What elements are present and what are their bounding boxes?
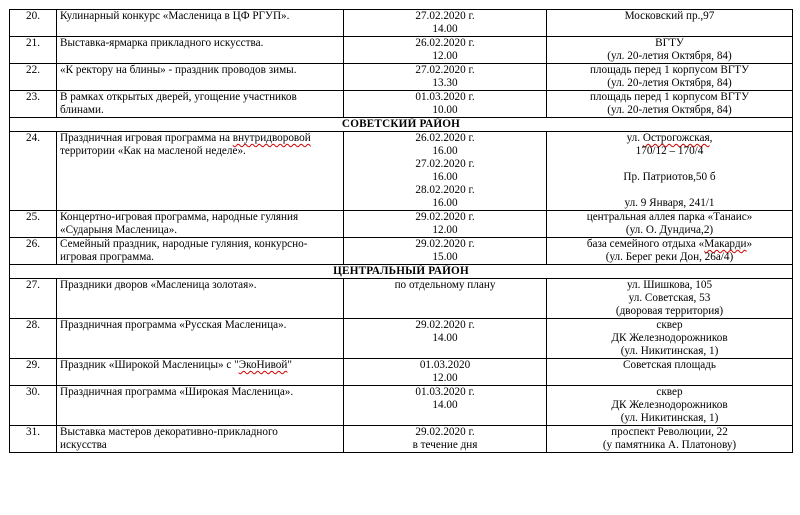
date-cell: [344, 132, 547, 211]
place-cell: [547, 37, 793, 64]
date-cell: [344, 238, 547, 265]
place-cell-line: сквер: [656, 319, 683, 331]
table-row: [10, 64, 793, 91]
place-cell: [547, 64, 793, 91]
event-cell-line: территории «Как на масленой неделе».: [60, 145, 246, 157]
place-cell: [547, 238, 793, 265]
table-row: [10, 319, 793, 359]
section-header-row: [10, 118, 793, 132]
place-cell: [547, 279, 793, 319]
place-cell-line: (у памятника А. Платонову): [602, 439, 737, 451]
date-cell-line: 14.00: [432, 332, 458, 344]
section-title: ЦЕНТРАЛЬНЫЙ РАЙОН: [10, 265, 793, 279]
place-cell-line: ул. 9 Января, 241/1: [624, 197, 715, 209]
date-cell-line: по отдельному плану: [394, 279, 496, 291]
row-number: 29.: [10, 359, 57, 386]
date-cell-line: 29.02.2020 г.: [415, 319, 475, 331]
place-cell-line: [550, 158, 789, 171]
table-row: [10, 279, 793, 319]
event-cell-line: Праздничная программа «Русская Масленица».: [60, 319, 287, 331]
table-row: [10, 238, 793, 265]
event-cell: [57, 426, 344, 453]
place-cell: [547, 211, 793, 238]
date-cell-line: 27.02.2020 г.: [415, 10, 475, 22]
place-cell: [547, 132, 793, 211]
date-cell-line: 14.00: [432, 399, 458, 411]
place-cell-line: (ул. Никитинская, 1): [620, 412, 719, 424]
event-cell: [57, 64, 344, 91]
event-cell: [57, 91, 344, 118]
place-cell-line: сквер: [656, 386, 683, 398]
date-cell-line: 01.03.2020: [419, 359, 471, 371]
event-cell: [57, 319, 344, 359]
date-cell-line: 10.00: [432, 104, 458, 116]
event-cell-line: «К ректору на блины» - праздник проводов зимы.: [60, 64, 297, 76]
event-cell-line: Кулинарный конкурс «Масленица в ЦФ РГУП».: [60, 10, 290, 22]
event-cell-line: Праздники дворов «Масленица золотая».: [60, 279, 257, 291]
date-cell-line: 29.02.2020 г.: [415, 211, 475, 223]
row-number: 24.: [10, 132, 57, 211]
event-cell: [57, 386, 344, 426]
place-cell-line: ул. Шишкова, 105: [626, 279, 713, 291]
date-cell-line: 27.02.2020 г.: [415, 158, 475, 170]
place-cell-line: ДК Железнодорожников: [611, 399, 728, 411]
date-cell-line: 16.00: [432, 197, 458, 209]
row-number: 27.: [10, 279, 57, 319]
row-number: 31.: [10, 426, 57, 453]
event-cell-line: Семейный праздник, народные гуляния, конкурсно-: [60, 238, 308, 250]
place-cell-line: (ул. Берег реки Дон, 26а/4): [605, 251, 734, 263]
place-cell-line: (дворовая территория): [615, 305, 724, 317]
event-cell-line: блинами.: [60, 104, 104, 116]
event-cell-line: Выставка-ярмарка прикладного искусства.: [60, 37, 264, 49]
spellcheck-underline: Острогожская: [642, 132, 710, 144]
place-cell-line: ВГТУ: [655, 37, 684, 49]
row-number: 22.: [10, 64, 57, 91]
date-cell-line: 29.02.2020 г.: [415, 426, 475, 438]
table-row: [10, 426, 793, 453]
place-cell-line: центральная аллея парка «Танаис»: [586, 211, 753, 223]
date-cell: [344, 64, 547, 91]
place-cell-line: (ул. Никитинская, 1): [620, 345, 719, 357]
place-cell-line: площадь перед 1 корпусом ВГТУ: [589, 64, 750, 76]
date-cell-line: 12.00: [432, 372, 458, 384]
table-row: [10, 37, 793, 64]
date-cell-line: 13.30: [432, 77, 458, 89]
spellcheck-underline: ЭкоНивой: [238, 359, 288, 371]
date-cell-line: 01.03.2020 г.: [415, 91, 475, 103]
date-cell-line: 27.02.2020 г.: [415, 64, 475, 76]
date-cell-line: 29.02.2020 г.: [415, 238, 475, 250]
event-cell-line: Праздничная программа «Широкая Масленица».: [60, 386, 294, 398]
date-cell: [344, 91, 547, 118]
date-cell: [344, 426, 547, 453]
event-cell-line: игровая программа.: [60, 251, 154, 263]
spellcheck-underline: Макарди: [704, 238, 747, 250]
events-table: [9, 9, 793, 453]
date-cell-line: 14.00: [432, 23, 458, 35]
place-cell: [547, 319, 793, 359]
place-cell-line: (ул. 20-летия Октября, 84): [607, 77, 732, 89]
date-cell-line: 15.00: [432, 251, 458, 263]
date-cell-line: 28.02.2020 г.: [415, 184, 475, 196]
date-cell-line: в течение дня: [412, 439, 478, 451]
date-cell-line: 16.00: [432, 145, 458, 157]
table-row: [10, 211, 793, 238]
place-cell-line: ул. Советская, 53: [628, 292, 711, 304]
row-number: 20.: [10, 10, 57, 37]
event-cell-line: искусства: [60, 439, 107, 451]
event-cell-line: Праздник «Широкой Масленицы» с "ЭкоНивой": [60, 359, 292, 371]
events-table-body: [10, 10, 793, 453]
row-number: 25.: [10, 211, 57, 238]
row-number: 21.: [10, 37, 57, 64]
date-cell-line: 26.02.2020 г.: [415, 37, 475, 49]
table-row: [10, 386, 793, 426]
date-cell: [344, 279, 547, 319]
event-cell: [57, 279, 344, 319]
place-cell-line: Московский пр.,97: [624, 10, 715, 22]
date-cell-line: 16.00: [432, 171, 458, 183]
event-cell-line: Праздничная игровая программа на внутридворовой: [60, 132, 311, 144]
place-cell-line: (ул. 20-летия Октября, 84): [607, 104, 732, 116]
date-cell: [344, 386, 547, 426]
place-cell-line: Пр. Патриотов,50 б: [623, 171, 716, 183]
section-title: СОВЕТСКИЙ РАЙОН: [10, 118, 793, 132]
place-cell-line: Советская площадь: [623, 359, 716, 371]
place-cell-line: 170/12 – 170/4: [635, 145, 704, 157]
event-cell: [57, 37, 344, 64]
date-cell-line: 26.02.2020 г.: [415, 132, 475, 144]
place-cell: [547, 10, 793, 37]
date-cell: [344, 319, 547, 359]
place-cell-line: проспект Революции, 22: [611, 426, 728, 438]
event-cell-line: В рамках открытых дверей, угощение участников: [60, 91, 297, 103]
date-cell-line: 12.00: [432, 50, 458, 62]
document-page: [9, 9, 792, 453]
place-cell-line: (ул. О. Дундича,2): [625, 224, 714, 236]
spellcheck-underline: внутридворовой: [232, 132, 311, 144]
event-cell: [57, 10, 344, 37]
table-row: [10, 132, 793, 211]
row-number: 26.: [10, 238, 57, 265]
place-cell-line: ул. Острогожская,: [626, 132, 713, 144]
place-cell-line: (ул. 20-летия Октября, 84): [607, 50, 732, 62]
event-cell-line: Концертно-игровая программа, народные гуляния: [60, 211, 299, 223]
date-cell: [344, 37, 547, 64]
table-row: [10, 91, 793, 118]
place-cell: [547, 386, 793, 426]
event-cell-line: «Сударыня Масленица».: [60, 224, 178, 236]
place-cell: [547, 426, 793, 453]
row-number: 23.: [10, 91, 57, 118]
section-header-row: [10, 265, 793, 279]
table-row: [10, 10, 793, 37]
date-cell-line: 01.03.2020 г.: [415, 386, 475, 398]
place-cell-line: ДК Железнодорожников: [611, 332, 728, 344]
event-cell: [57, 211, 344, 238]
event-cell: [57, 132, 344, 211]
event-cell: [57, 238, 344, 265]
place-cell: [547, 91, 793, 118]
event-cell: [57, 359, 344, 386]
place-cell-line: площадь перед 1 корпусом ВГТУ: [589, 91, 750, 103]
date-cell: [344, 10, 547, 37]
place-cell-line: [550, 184, 789, 197]
date-cell: [344, 359, 547, 386]
date-cell-line: 12.00: [432, 224, 458, 236]
place-cell: [547, 359, 793, 386]
row-number: 28.: [10, 319, 57, 359]
row-number: 30.: [10, 386, 57, 426]
table-row: [10, 359, 793, 386]
place-cell-line: база семейного отдыха «Макарди»: [586, 238, 753, 250]
event-cell-line: Выставка мастеров декоративно-прикладного: [60, 426, 278, 438]
date-cell: [344, 211, 547, 238]
